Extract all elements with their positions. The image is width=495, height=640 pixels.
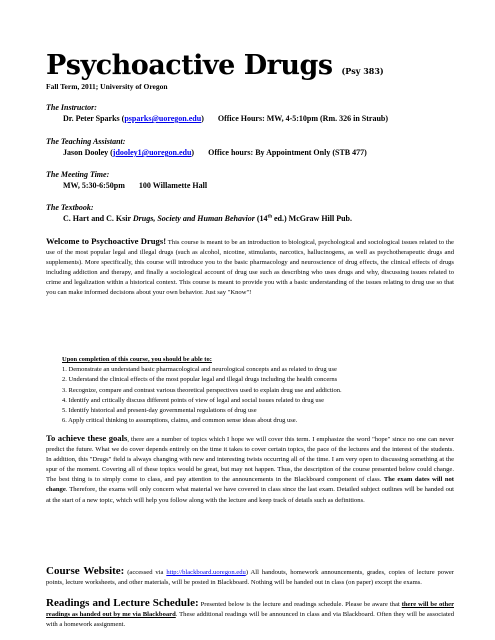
meeting-line: [63, 181, 207, 190]
ta-office-hours: Office hours: By Appointment Only (STB 477): [208, 148, 367, 157]
goals-bold: The exam dates will not change: [46, 476, 454, 494]
textbook-title: Drugs, Society and Human Behavior: [132, 214, 255, 223]
website-body: ) All handouts, homework announcements, grades, copies of lecture power points, lecture worksheets, and other materials, will be posted in Blackboard. Nothing will be handed out in class (on paper) except the exams.: [46, 569, 454, 587]
textbook-line: [63, 214, 352, 223]
meeting-label: The Meeting Time:: [46, 170, 110, 179]
instructor-office-hours: Office Hours: MW, 4-5:10pm (Rm. 326 in Straub): [217, 114, 389, 123]
textbook-label: The Textbook:: [46, 203, 94, 212]
readings-body-2: . These additional readings will be announced in class and via Blackboard. Often they will be associated with a homework assignment.: [46, 611, 454, 629]
meeting-place: 100 Willamette Hall: [138, 181, 208, 190]
readings-paragraph: [46, 598, 454, 630]
goals-lead: To achieve these goals: [46, 433, 128, 443]
instructor-close: ): [201, 114, 204, 123]
term-line: Fall Term, 2011; University of Oregon: [46, 82, 168, 91]
objectives-list: [62, 355, 452, 426]
readings-body-1: Presented below is the lecture and readings schedule. Please be aware that: [198, 601, 402, 608]
objective-item: 6. Apply critical thinking to assumptions, claims, and common sense ideas about drug use.: [62, 417, 298, 425]
instructor-label: The Instructor:: [46, 103, 97, 112]
objective-item: 4. Identify and critically discuss different points of view of legal and social issues related to drug use: [62, 396, 324, 404]
course-code: (Psy 383): [341, 66, 384, 76]
objective-item: 3. Recognize, compare and contrast various theoretical perspectives used to explain drug use and addiction.: [62, 386, 342, 394]
goals-paragraph: [46, 433, 454, 506]
textbook-edition-post: ed.) McGraw Hill Pub.: [272, 214, 352, 223]
instructor-line: [63, 114, 388, 123]
readings-bold: there will be other readings as handed out by me via Blackboard: [46, 601, 454, 619]
textbook-edition-sup: th: [267, 214, 272, 220]
welcome-paragraph: [46, 236, 454, 299]
welcome-lead: Welcome to Psychoactive Drugs!: [46, 236, 167, 246]
course-title: [46, 50, 384, 81]
ta-line: [63, 148, 367, 157]
course-title-text: Psychoactive Drugs: [46, 50, 333, 81]
textbook-authors: C. Hart and C. Ksir: [63, 214, 133, 223]
welcome-body: This course is meant to be an introduction to biological, psychological and sociological issues related to the use of the most popular legal and illegal drugs (such as alcohol, nicotine, stimulants, narcotics, hallucinogens, as well as psychotherapeutic drugs and supplements). More specifically, this course will introduce you to the basic pharmacology and neuroscience of drug effects, the clinical effects of drugs including addiction and therapy, and finally a sociological account of drug use such as describing who uses drugs and why, discussing issues related to crime and legalization within a historical context. This course is meant to provide you with a basic understanding of the issues relating to drug use so that you can make informed decisions about your own behavior. Just say "Know"!: [46, 239, 454, 297]
objective-item: 2. Understand the clinical effects of the most popular legal and illegal drugs including the health concerns: [62, 376, 338, 384]
ta-email-link[interactable]: jdooley1@uoregon.edu: [112, 148, 192, 157]
instructor-email-link[interactable]: psparks@uoregon.edu: [124, 114, 202, 123]
ta-close: ): [191, 148, 195, 157]
textbook-edition-pre: (14: [254, 214, 268, 223]
blackboard-link[interactable]: http://blackboard.uoregon.edu: [166, 569, 246, 576]
website-heading: Course Website:: [46, 565, 125, 577]
website-pre: (accessed via: [124, 569, 167, 576]
goals-body-1: , there are a number of topics which I hope we will cover this term. I emphasize the word "hope" since no one can never predict the future. What we do cover depends entirely on the time it takes to cover certain topics, the pace of the lectures and the interest of the students. In addition, this "Drugs" field is always changing with new and interesting twists occurring all of the time. I am very open to discussing something at the spur of the moment. Covering all of these topics would be great, but may not happen. Thus, the description of the course presented below could change. The best thing is to simply come to class, and pay attention to the announcements in the Blackboard component of class.: [46, 436, 454, 484]
website-paragraph: [46, 566, 454, 588]
objective-item: 5. Identify historical and present-day governmental regulations of drug use: [62, 407, 257, 415]
objectives-title: Upon completion of this course, you should be able to:: [62, 356, 212, 363]
goals-body-2: . Therefore, the exams will only concern what material we have covered in class since the last exam. Detailed subject outlines will be handed out at the start of a new topic, which will help you follow along with the lecture and keep track of details such as definitions.: [46, 486, 454, 504]
objective-item: 1. Demonstrate an understand basic pharmacological and neurological concepts and as related to drug use: [62, 366, 337, 374]
readings-heading: Readings and Lecture Schedule:: [46, 597, 199, 609]
ta-label: The Teaching Assistant:: [46, 137, 126, 146]
instructor-name: Dr. Peter Sparks (: [63, 114, 125, 123]
ta-name: Jason Dooley (: [63, 148, 113, 157]
meeting-time: MW, 5:30-6:50pm: [63, 181, 125, 190]
